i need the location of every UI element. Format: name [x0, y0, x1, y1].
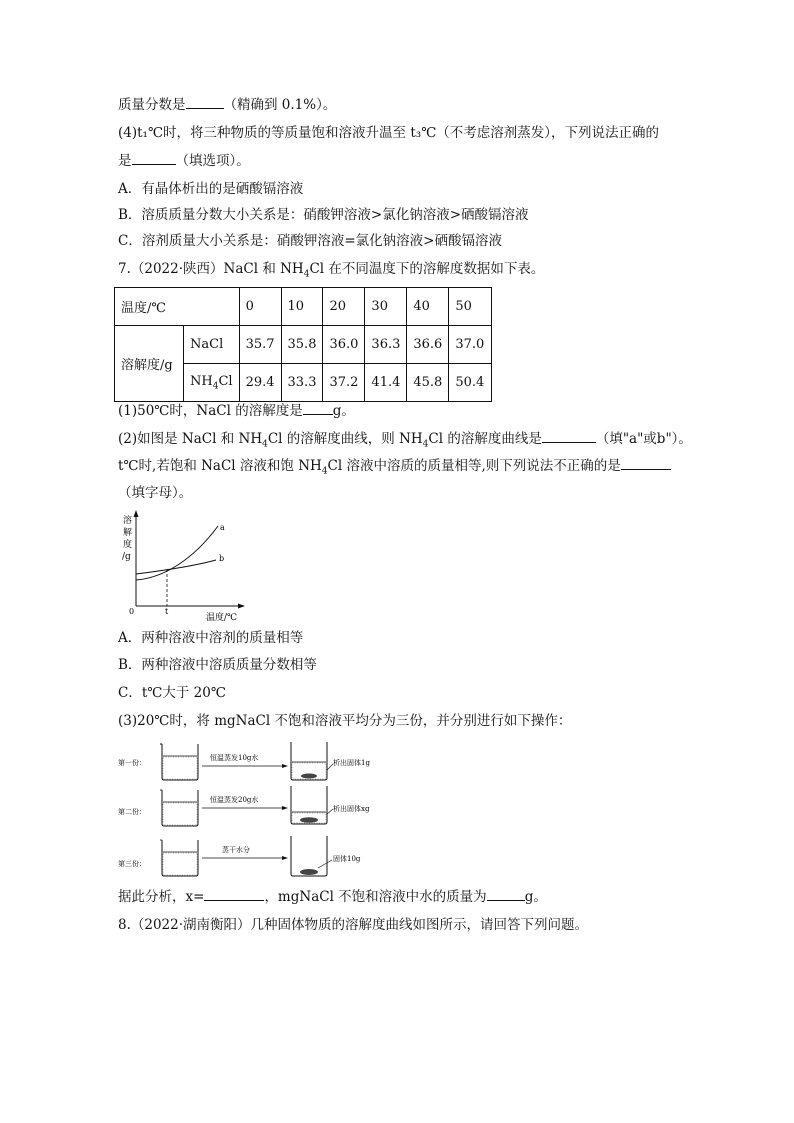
- temp-header: 温度/℃: [115, 288, 240, 326]
- answer-blank[interactable]: [487, 888, 525, 901]
- answer-blank[interactable]: [132, 152, 176, 165]
- q7-2-line-b: t℃时,若饱和 NaCl 溶液和饱 $NH_4Cl$ 溶液中溶质的质量相等,则下列说法不正确的是: [118, 457, 671, 481]
- table-row: 温度/℃ 0 10 20 30 40 50: [115, 288, 492, 326]
- x-axis-arrow: [238, 604, 245, 609]
- option-c: C．溶剂质量大小关系是：硝酸钾溶液=氯化钠溶液>硒酸镉溶液: [118, 233, 502, 249]
- row3-operation: 蒸干水分: [222, 846, 250, 854]
- q6-4-line-cont: 是 （填选项）。: [118, 153, 250, 169]
- option-a: A．有晶体析出的是硒酸镉溶液: [118, 181, 304, 197]
- t-label: t: [165, 607, 169, 616]
- row2-label: 第二份：: [118, 808, 146, 816]
- svg-text:解: 解: [123, 528, 133, 538]
- curve-a: [136, 526, 218, 580]
- q6-4-line: (4)t₁℃时，将三种物质的等质量饱和溶液升温至 t₃℃（不考虑溶剂蒸发），下列说法正确的: [118, 125, 660, 141]
- q8-title: 8.（2022·湖南衡阳）几种固体物质的溶解度曲线如图所示，请回答下列问题。: [118, 917, 589, 933]
- q7-option-c: C．t℃大于 20℃: [118, 685, 226, 701]
- answer-blank[interactable]: [186, 96, 224, 109]
- row2-result: 析出固体xg: [333, 805, 370, 813]
- svg-text:度: 度: [123, 540, 133, 550]
- table-row: 溶解度/g NaCl 35.7 35.8 36.0 36.3 36.6 37.0: [115, 326, 492, 364]
- row3-result: 固体10g: [333, 855, 361, 863]
- y-label: 溶: [123, 516, 133, 526]
- answer-blank[interactable]: [621, 457, 671, 470]
- solubility-table: [114, 287, 492, 402]
- solubility-header: 溶解度/g: [115, 326, 184, 402]
- answer-blank[interactable]: [542, 430, 596, 443]
- curve-b: [136, 560, 216, 574]
- q7-3-line: (3)20℃时，将 mgNaCl 不饱和溶液平均分为三份，并分别进行如下操作：: [118, 713, 572, 729]
- q7-answer-line: 据此分析，x= ，mgNaCl 不饱和溶液中水的质量为 g。: [118, 889, 547, 905]
- beaker-icon: [291, 742, 327, 780]
- row2-operation: 恒温蒸发20g水: [210, 796, 259, 804]
- y-axis-arrow: [134, 510, 139, 517]
- option-b: B．溶质质量分数大小关系是：硝酸钾溶液>氯化钠溶液>硒酸镉溶液: [118, 207, 529, 223]
- q7-option-b: B．两种溶液中溶质质量分数相等: [118, 657, 317, 673]
- origin-label: 0: [129, 607, 135, 616]
- beaker-icon: [160, 840, 198, 876]
- row1-result: 析出固体1g: [333, 759, 370, 767]
- beaker-icon: [160, 790, 198, 826]
- curve-a-label: a: [220, 523, 225, 532]
- row3-label: 第三份：: [118, 860, 146, 868]
- beaker-icon: [160, 744, 198, 780]
- experiment-figure: [118, 734, 388, 880]
- answer-blank[interactable]: [204, 888, 264, 901]
- x-label: 温度/℃: [206, 613, 238, 623]
- q6-3-line: 质量分数是 （精确到 0.1%）。: [118, 97, 337, 113]
- beaker-icon: [291, 786, 327, 824]
- q7-2-line: (2)如图是 NaCl 和 $NH_4Cl$ 的溶解度曲线，则 $NH_4Cl$ 的溶解度曲线是 （填"a"或b"）。: [118, 431, 692, 450]
- table-row: $NH_4Cl$ 29.4 33.3 37.2 41.4 45.8 50.4: [115, 364, 492, 402]
- curve-b-label: b: [219, 554, 225, 563]
- q7-1-line: (1)50℃时，NaCl 的溶解度是 g。: [118, 403, 355, 419]
- answer-blank[interactable]: [303, 402, 333, 415]
- beaker-icon: [291, 836, 327, 876]
- q7-2-line-c: （填字母）。: [118, 485, 193, 501]
- row1-operation: 恒温蒸发10g水: [210, 754, 259, 762]
- svg-text:/g: /g: [122, 552, 131, 562]
- q7-option-a: A．两种溶液中溶剂的质量相等: [118, 630, 304, 646]
- row1-label: 第一份：: [118, 759, 146, 767]
- q7-title: 7.（2022·陕西）NaCl 和 $NH_4Cl$ 在不同温度下的溶解度数据如下表。: [118, 261, 545, 280]
- solubility-curve-figure: [118, 508, 248, 626]
